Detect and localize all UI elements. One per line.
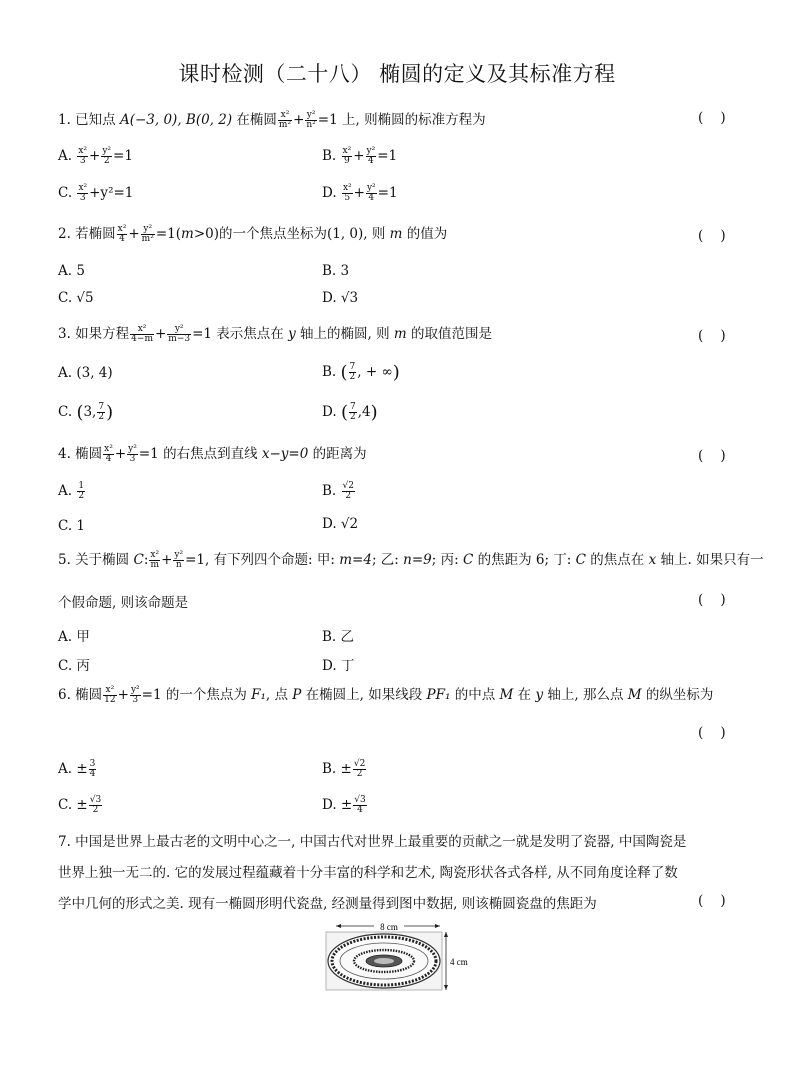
plate-diagram (322, 920, 472, 992)
answer-blank-6: ( ) (698, 725, 726, 741)
question-5-stem: 5. 关于椭圆 C: $\frac{\text{x²}}{m}$ + $\frac{\text{y²}}{n}$ =1, 有下列四个命题: 甲: m=4; 乙: n=9; 丙: C 的焦距为 6; 丁: C 的焦点在 x 轴上. 如果只有一 (58, 550, 764, 570)
porcelain-plate-figure (322, 920, 472, 992)
option-5c: C. 丙 (58, 658, 90, 674)
option-1b: B. $\frac{\text{x²}}{9}$ + $\frac{\text{y²}}{4}$ =1 (322, 146, 398, 166)
option-1c: C. $\frac{\text{x²}}{3}$ +y²=1 (58, 183, 134, 203)
answer-blank-4: ( ) (698, 448, 726, 464)
answer-blank-5: ( ) (698, 592, 726, 608)
question-2-stem: 2. 若椭圆 $\frac{\text{x²}}{4}$ + $\frac{\text{y²}}{\text{m²}}$ =1(m>0)的一个焦点坐标为(1, 0), 则 m 的值为 (58, 224, 448, 244)
question-4-stem: 4. 椭圆 $\frac{\text{x²}}{4}$ + $\frac{\text{y²}}{3}$ =1 的右焦点到直线 x−y=0 的距离为 (58, 444, 367, 464)
option-3a: A. (3, 4) (58, 365, 113, 381)
width-arrow-left (336, 924, 341, 928)
answer-blank-1: ( ) (698, 110, 726, 126)
option-4b: B. $\frac{√2}{2}$ (322, 481, 354, 501)
option-5b: B. 乙 (322, 629, 355, 645)
option-6a: A. ± $\frac{3}{4}$ (58, 759, 96, 779)
height-arrow-bottom (444, 985, 448, 990)
option-6b: B. ± $\frac{√2}{2}$ (322, 759, 366, 779)
page-title: 课时检测（二十八） 椭圆的定义及其标准方程 (178, 62, 616, 86)
answer-blank-7: ( ) (698, 893, 726, 909)
option-6d: D. ± $\frac{√3}{4}$ (322, 795, 366, 815)
option-5d: D. 丁 (322, 658, 355, 674)
height-label: 4 cm (450, 957, 468, 967)
question-5-stem-line2: 个假命题, 则该命题是 (58, 595, 189, 611)
answer-blank-3: ( ) (698, 328, 726, 344)
option-3d: D. ( $\frac{7}{2}$ ,4) (322, 402, 378, 423)
question-7-line2: 世界上独一无二的. 它的发展过程蕴藏着十分丰富的科学和艺术, 陶瓷形状各式各样, 从不同角度诠释了数 (58, 865, 678, 881)
question-7-line3: 学中几何的形式之美. 现有一椭圆形明代瓷盘, 经测量得到图中数据, 则该椭圆瓷盘的焦距为 (58, 896, 597, 912)
question-6-stem: 6. 椭圆 $\frac{\text{x²}}{12}$ + $\frac{\text{y²}}{3}$ =1 的一个焦点为 F₁, 点 P 在椭圆上, 如果线段 PF₁ 的中点 M 在 y 轴上, 那么点 M 的纵坐标为 (58, 685, 714, 705)
option-1d: D. $\frac{\text{x²}}{5}$ + $\frac{\text{y²}}{4}$ =1 (322, 183, 398, 203)
option-4d: D. √2 (322, 516, 359, 532)
option-2a: A. 5 (58, 263, 85, 279)
question-3-stem: 3. 如果方程 $\frac{\text{x²}}{4-m}$ + $\frac{\text{y²}}{m-3}$ =1 表示焦点在 y 轴上的椭圆, 则 m 的取值范围是 (58, 324, 493, 344)
option-4c: C. 1 (58, 518, 86, 534)
option-2c: C. √5 (58, 290, 94, 306)
height-arrow-top (444, 932, 448, 937)
option-3b: B. ( $\frac{7}{2}$ , + ∞) (322, 362, 400, 383)
option-5a: A. 甲 (58, 629, 90, 645)
option-3c: C. (3, $\frac{7}{2}$ ) (58, 402, 114, 423)
question-1-stem: 1. 已知点 A(−3, 0), B(0, 2) 在椭圆 $\frac{\text{x²}}{\text{m²}}$ + $\frac{\text{y²}}{\text{n²}}$ =1 上, 则椭圆的标准方程为 (58, 110, 486, 130)
width-arrow-right (435, 924, 440, 928)
option-4a: A. $\frac{1}{2}$ (58, 481, 85, 501)
question-7-line1: 7. 中国是世界上最古老的文明中心之一, 中国古代对世界上最重要的贡献之一就是发明了瓷器, 中国陶瓷是 (58, 834, 687, 850)
plate-center-highlight (374, 958, 394, 964)
option-6c: C. ± $\frac{√3}{2}$ (58, 795, 102, 815)
option-1a: A. $\frac{\text{x²}}{3}$ + $\frac{\text{y²}}{2}$ =1 (58, 146, 133, 166)
answer-blank-2: ( ) (698, 228, 726, 244)
option-2d: D. √3 (322, 290, 359, 306)
width-label: 8 cm (380, 922, 398, 932)
option-2b: B. 3 (322, 263, 350, 279)
